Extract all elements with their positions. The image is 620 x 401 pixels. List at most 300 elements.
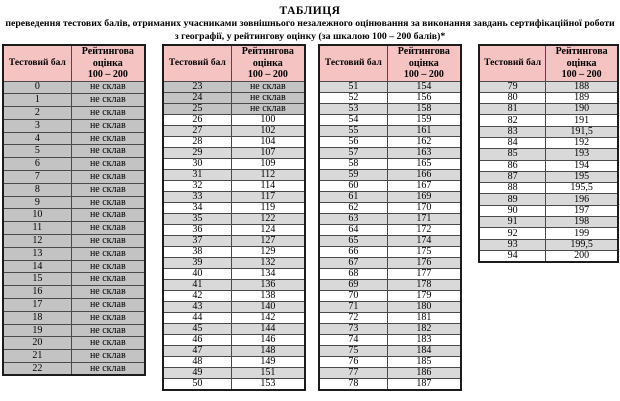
rating-cell: 159	[387, 114, 461, 125]
rating-cell: не склав	[71, 94, 145, 107]
rating-header-range: 100 – 200	[403, 69, 444, 80]
rating-cell: не склав	[231, 103, 305, 114]
test-score-cell: 14	[3, 260, 71, 273]
rating-cell: не склав	[71, 260, 145, 273]
table-row	[319, 81, 461, 92]
document-title: ТАБЛИЦЯ	[279, 5, 341, 17]
rating-cell: 109	[231, 158, 305, 169]
table-row	[479, 126, 618, 137]
rating-cell: 146	[231, 334, 305, 345]
table-row	[319, 279, 461, 290]
table-row	[479, 217, 618, 228]
table-row	[479, 183, 618, 194]
rating-cell: не склав	[231, 81, 305, 92]
table-row	[163, 323, 305, 334]
rating-cell: не склав	[71, 337, 145, 350]
test-score-cell: 38	[163, 246, 231, 257]
test-score-cell: 83	[479, 126, 546, 137]
table-row	[163, 158, 305, 169]
rating-cell: не склав	[71, 247, 145, 260]
test-score-header: Тестовий бал	[479, 45, 546, 81]
test-score-cell: 18	[3, 311, 71, 324]
table-row	[163, 136, 305, 147]
rating-cell: 163	[387, 147, 461, 158]
header-row	[319, 45, 461, 81]
table-row	[3, 311, 145, 324]
rating-cell: не склав	[71, 119, 145, 132]
table-row	[479, 137, 618, 148]
document-title-block	[0, 0, 620, 43]
rating-cell: 161	[387, 125, 461, 136]
test-score-cell: 50	[163, 378, 231, 390]
rating-cell: 195,5	[546, 183, 618, 194]
table-row	[3, 183, 145, 196]
table-row	[3, 81, 145, 94]
test-score-cell: 32	[163, 180, 231, 191]
rating-header	[231, 45, 305, 81]
test-score-cell: 58	[319, 158, 387, 169]
rating-cell: 107	[231, 147, 305, 158]
header-row	[163, 45, 305, 81]
table-row	[163, 103, 305, 114]
test-score-cell: 72	[319, 312, 387, 323]
test-score-cell: 60	[319, 180, 387, 191]
test-score-cell: 47	[163, 345, 231, 356]
rating-cell: не склав	[71, 222, 145, 235]
test-score-cell: 69	[319, 279, 387, 290]
rating-cell: не склав	[71, 171, 145, 184]
rating-cell: 119	[231, 202, 305, 213]
rating-cell: 193	[546, 149, 618, 160]
test-score-cell: 39	[163, 257, 231, 268]
test-score-cell: 19	[3, 324, 71, 337]
rating-cell: 138	[231, 290, 305, 301]
rating-cell: 191	[546, 115, 618, 126]
test-score-cell: 37	[163, 235, 231, 246]
test-score-cell: 3	[3, 119, 71, 132]
test-score-cell: 15	[3, 273, 71, 286]
table-row	[319, 334, 461, 345]
test-score-cell: 43	[163, 301, 231, 312]
rating-cell: 140	[231, 301, 305, 312]
rating-cell: 183	[387, 334, 461, 345]
rating-cell: 170	[387, 202, 461, 213]
table-row	[3, 324, 145, 337]
score-table-79-94	[478, 44, 619, 263]
table-row	[319, 356, 461, 367]
table-row	[163, 202, 305, 213]
table-row	[319, 312, 461, 323]
table-row	[479, 92, 618, 103]
rating-cell: 151	[231, 367, 305, 378]
test-score-cell: 44	[163, 312, 231, 323]
test-score-cell: 22	[3, 363, 71, 376]
test-score-cell: 56	[319, 136, 387, 147]
rating-cell: 149	[231, 356, 305, 367]
table-row	[319, 257, 461, 268]
table-row	[319, 213, 461, 224]
rating-cell: 176	[387, 257, 461, 268]
rating-cell: 185	[387, 356, 461, 367]
rating-cell: 192	[546, 137, 618, 148]
rating-cell: 166	[387, 169, 461, 180]
rating-cell: 117	[231, 191, 305, 202]
conversion-tables-area	[0, 44, 620, 401]
score-table-0-22	[2, 44, 146, 376]
table-header	[3, 45, 145, 81]
test-score-cell: 34	[163, 202, 231, 213]
rating-cell: 197	[546, 205, 618, 216]
test-score-cell: 70	[319, 290, 387, 301]
table-row	[3, 337, 145, 350]
table-header	[479, 45, 618, 81]
rating-cell: не склав	[71, 363, 145, 376]
test-score-cell: 11	[3, 222, 71, 235]
test-score-cell: 6	[3, 158, 71, 171]
rating-cell: не склав	[71, 311, 145, 324]
test-score-cell: 92	[479, 228, 546, 239]
test-score-cell: 73	[319, 323, 387, 334]
rating-cell: 112	[231, 169, 305, 180]
table-row	[479, 194, 618, 205]
table-row	[479, 171, 618, 182]
table-row	[163, 191, 305, 202]
rating-cell: не склав	[71, 299, 145, 312]
test-score-cell: 21	[3, 350, 71, 363]
table-row	[3, 235, 145, 248]
rating-cell: 194	[546, 160, 618, 171]
table-row	[163, 378, 305, 390]
table-row	[319, 345, 461, 356]
test-score-cell: 49	[163, 367, 231, 378]
table-row	[163, 312, 305, 323]
table-row	[319, 367, 461, 378]
table-row	[3, 286, 145, 299]
rating-cell: 187	[387, 378, 461, 390]
test-score-cell: 85	[479, 149, 546, 160]
table-row	[319, 235, 461, 246]
table-row	[3, 363, 145, 376]
test-score-cell: 10	[3, 209, 71, 222]
table-row	[319, 103, 461, 114]
test-score-cell: 4	[3, 132, 71, 145]
test-score-cell: 82	[479, 115, 546, 126]
test-score-header: Тестовий бал	[163, 45, 231, 81]
test-score-cell: 80	[479, 92, 546, 103]
rating-cell: 148	[231, 345, 305, 356]
test-score-cell: 1	[3, 94, 71, 107]
table-row	[319, 191, 461, 202]
table-row	[319, 268, 461, 279]
test-score-cell: 42	[163, 290, 231, 301]
table-row	[3, 260, 145, 273]
table-row	[479, 239, 618, 250]
test-score-cell: 5	[3, 145, 71, 158]
rating-cell: 175	[387, 246, 461, 257]
test-score-cell: 84	[479, 137, 546, 148]
rating-cell: 172	[387, 224, 461, 235]
header-row	[3, 45, 145, 81]
test-score-cell: 67	[319, 257, 387, 268]
test-score-cell: 87	[479, 171, 546, 182]
rating-cell: не склав	[71, 158, 145, 171]
rating-cell: 136	[231, 279, 305, 290]
test-score-cell: 51	[319, 81, 387, 92]
table-row	[3, 299, 145, 312]
rating-cell: 182	[387, 323, 461, 334]
test-score-cell: 89	[479, 194, 546, 205]
score-table-51-78	[318, 44, 462, 391]
rating-cell: не склав	[71, 196, 145, 209]
test-score-cell: 91	[479, 217, 546, 228]
table-row	[163, 114, 305, 125]
test-score-cell: 41	[163, 279, 231, 290]
rating-cell: 199,5	[546, 239, 618, 250]
table-row	[3, 273, 145, 286]
document-subtitle-line1: переведення тестових балів, отриманих учасниками зовнішнього незалежного оцінювання за виконання завдань сертифікаційної роботи	[5, 18, 615, 30]
rating-cell: 124	[231, 224, 305, 235]
rating-cell: не склав	[231, 92, 305, 103]
rating-cell: 179	[387, 290, 461, 301]
rating-cell: не склав	[71, 286, 145, 299]
test-score-cell: 78	[319, 378, 387, 390]
test-score-cell: 17	[3, 299, 71, 312]
rating-cell: не склав	[71, 107, 145, 120]
test-score-cell: 2	[3, 107, 71, 120]
rating-cell: 195	[546, 171, 618, 182]
rating-cell: 165	[387, 158, 461, 169]
test-score-cell: 45	[163, 323, 231, 334]
table-row	[319, 158, 461, 169]
test-score-cell: 75	[319, 345, 387, 356]
test-score-cell: 13	[3, 247, 71, 260]
test-score-cell: 9	[3, 196, 71, 209]
table-row	[163, 301, 305, 312]
rating-cell: не склав	[71, 324, 145, 337]
rating-header	[71, 45, 145, 81]
rating-cell: 189	[546, 92, 618, 103]
test-score-cell: 29	[163, 147, 231, 158]
score-table-body	[3, 81, 145, 375]
table-header	[319, 45, 461, 81]
test-score-cell: 81	[479, 104, 546, 115]
test-score-header: Тестовий бал	[3, 45, 71, 81]
test-score-cell: 33	[163, 191, 231, 202]
table-row	[3, 119, 145, 132]
table-row	[163, 246, 305, 257]
table-row	[163, 356, 305, 367]
table-row	[163, 147, 305, 158]
document-subtitle-line2: з географії, у рейтингову оцінку (за шкалою 100 – 200 балів)*	[174, 30, 446, 42]
test-score-cell: 7	[3, 171, 71, 184]
table-row	[319, 114, 461, 125]
table-row	[319, 136, 461, 147]
rating-cell: 190	[546, 104, 618, 115]
test-score-cell: 35	[163, 213, 231, 224]
score-table-body	[163, 81, 305, 390]
table-row	[163, 334, 305, 345]
rating-cell: не склав	[71, 132, 145, 145]
table-row	[163, 279, 305, 290]
test-score-cell: 61	[319, 191, 387, 202]
table-row	[479, 149, 618, 160]
table-row	[479, 205, 618, 216]
table-row	[319, 301, 461, 312]
table-row	[163, 235, 305, 246]
rating-cell: 200	[546, 250, 618, 262]
test-score-cell: 57	[319, 147, 387, 158]
table-row	[319, 290, 461, 301]
test-score-cell: 25	[163, 103, 231, 114]
table-row	[319, 125, 461, 136]
table-row	[479, 104, 618, 115]
test-score-cell: 65	[319, 235, 387, 246]
score-table-23-50	[162, 44, 306, 391]
test-score-cell: 94	[479, 250, 546, 262]
rating-header-range: 100 – 200	[87, 69, 128, 80]
test-score-cell: 64	[319, 224, 387, 235]
table-row	[319, 147, 461, 158]
table-header	[163, 45, 305, 81]
table-row	[3, 247, 145, 260]
test-score-cell: 40	[163, 268, 231, 279]
test-score-cell: 48	[163, 356, 231, 367]
rating-cell: 177	[387, 268, 461, 279]
rating-cell: 198	[546, 217, 618, 228]
rating-cell: 188	[546, 81, 618, 92]
rating-cell: 144	[231, 323, 305, 334]
table-row	[163, 213, 305, 224]
rating-cell: 180	[387, 301, 461, 312]
test-score-cell: 63	[319, 213, 387, 224]
rating-cell: не склав	[71, 235, 145, 248]
table-row	[319, 246, 461, 257]
test-score-cell: 66	[319, 246, 387, 257]
test-score-cell: 55	[319, 125, 387, 136]
rating-cell: 184	[387, 345, 461, 356]
table-row	[319, 169, 461, 180]
table-row	[3, 209, 145, 222]
score-table-body	[479, 81, 618, 262]
test-score-cell: 93	[479, 239, 546, 250]
rating-cell: 156	[387, 92, 461, 103]
test-score-cell: 26	[163, 114, 231, 125]
test-score-cell: 8	[3, 183, 71, 196]
test-score-cell: 76	[319, 356, 387, 367]
rating-header-title: Рейтингова оцінка	[241, 46, 294, 69]
rating-header-title: Рейтингова оцінка	[397, 46, 450, 69]
table-row	[3, 222, 145, 235]
test-score-cell: 12	[3, 235, 71, 248]
test-score-cell: 20	[3, 337, 71, 350]
table-row	[479, 81, 618, 92]
rating-cell: 127	[231, 235, 305, 246]
table-row	[163, 81, 305, 92]
table-row	[319, 323, 461, 334]
test-score-cell: 77	[319, 367, 387, 378]
rating-cell: 162	[387, 136, 461, 147]
rating-cell: не склав	[71, 209, 145, 222]
rating-header-title: Рейтингова оцінка	[81, 46, 134, 69]
rating-cell: 174	[387, 235, 461, 246]
table-row	[319, 92, 461, 103]
table-row	[3, 158, 145, 171]
rating-cell: 100	[231, 114, 305, 125]
rating-cell: 104	[231, 136, 305, 147]
rating-cell: 169	[387, 191, 461, 202]
test-score-cell: 36	[163, 224, 231, 235]
rating-header-range: 100 – 200	[247, 69, 288, 80]
score-table-body	[319, 81, 461, 390]
table-row	[163, 125, 305, 136]
test-score-cell: 53	[319, 103, 387, 114]
rating-cell: 122	[231, 213, 305, 224]
rating-cell: 153	[231, 378, 305, 390]
table-row	[479, 115, 618, 126]
test-score-cell: 31	[163, 169, 231, 180]
table-row	[3, 171, 145, 184]
rating-cell: 171	[387, 213, 461, 224]
rating-cell: 102	[231, 125, 305, 136]
rating-cell: не склав	[71, 273, 145, 286]
test-score-cell: 59	[319, 169, 387, 180]
rating-cell: 191,5	[546, 126, 618, 137]
test-score-cell: 0	[3, 81, 71, 94]
table-row	[163, 180, 305, 191]
rating-cell: 158	[387, 103, 461, 114]
rating-cell: 181	[387, 312, 461, 323]
test-score-cell: 16	[3, 286, 71, 299]
test-score-cell: 71	[319, 301, 387, 312]
test-score-cell: 30	[163, 158, 231, 169]
test-score-cell: 79	[479, 81, 546, 92]
rating-cell: 167	[387, 180, 461, 191]
rating-header-title: Рейтингова оцінка	[555, 46, 608, 69]
rating-cell: 132	[231, 257, 305, 268]
rating-cell: 178	[387, 279, 461, 290]
table-row	[319, 180, 461, 191]
table-row	[319, 224, 461, 235]
rating-cell: 199	[546, 228, 618, 239]
test-score-cell: 27	[163, 125, 231, 136]
test-score-cell: 74	[319, 334, 387, 345]
test-score-cell: 54	[319, 114, 387, 125]
rating-cell: 196	[546, 194, 618, 205]
rating-cell: 154	[387, 81, 461, 92]
rating-cell: 129	[231, 246, 305, 257]
table-row	[479, 228, 618, 239]
table-row	[163, 345, 305, 356]
test-score-cell: 62	[319, 202, 387, 213]
table-row	[319, 378, 461, 390]
test-score-cell: 24	[163, 92, 231, 103]
rating-cell: 134	[231, 268, 305, 279]
table-row	[3, 132, 145, 145]
table-row	[163, 268, 305, 279]
header-row	[479, 45, 618, 81]
table-row	[163, 224, 305, 235]
test-score-cell: 88	[479, 183, 546, 194]
rating-cell: не склав	[71, 81, 145, 94]
table-row	[163, 257, 305, 268]
rating-header	[546, 45, 618, 81]
table-row	[3, 350, 145, 363]
table-row	[163, 92, 305, 103]
test-score-cell: 46	[163, 334, 231, 345]
table-row	[479, 250, 618, 262]
test-score-cell: 86	[479, 160, 546, 171]
test-score-cell: 68	[319, 268, 387, 279]
